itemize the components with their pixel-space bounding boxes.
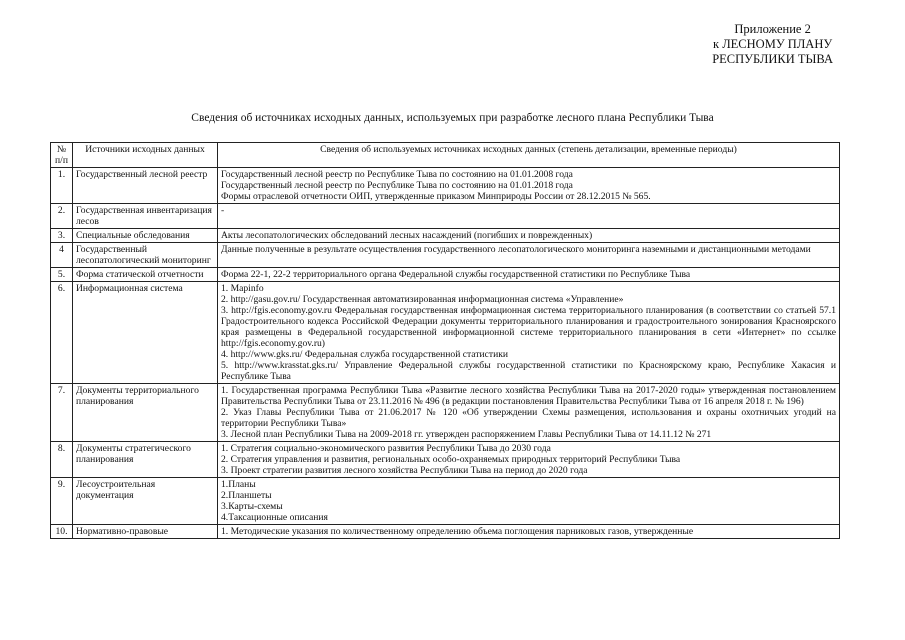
info-line: 3. Лесной план Республики Тыва на 2009-2018 гг. утвержден распоряжением Главы Республики Тыва от 14.11.12 № 271 [221,429,712,440]
row-source: Специальные обследования [73,229,218,243]
info-line: Государственный лесной реестр по Республике Тыва по состоянию на 01.01.2008 года [221,169,573,180]
row-number: 9. [51,478,73,525]
table-body [51,168,840,539]
info-line: 3.Карты-схемы [221,501,283,512]
appendix-header [712,22,833,67]
appendix-line-3: РЕСПУБЛИКИ ТЫВА [712,52,833,66]
row-source: Государственный лесопатологический мониторинг [73,243,218,268]
info-line: Формы отраслевой отчетности ОИП, утвержденные приказом Минприроды России от 28.12.2015 № 565. [221,191,651,202]
header-number: № п/п [51,143,73,168]
row-number: 4 [51,243,73,268]
row-number: 5. [51,268,73,282]
info-line: 5. http://www.krasstat.gks.ru/ Управление Федеральной службы государственной статистики по Красноярскому краю, Республике Хакасия и Республике Тыва [221,360,836,382]
info-line: 4. http://www.gks.ru/ Федеральная служба государственной статистики [221,349,509,360]
table-row [51,282,840,384]
table-row [51,384,840,442]
table-row [51,525,840,539]
table-row [51,268,840,282]
row-info [218,229,840,243]
info-line: 3. Проект стратегии развития лесного хозяйства Республики Тыва на период до 2020 года [221,465,588,476]
info-line: 1. Mapinfo [221,283,264,294]
info-line: Акты лесопатологических обследований лесных насаждений (погибших и поврежденных) [221,230,593,241]
row-source: Государственный лесной реестр [73,168,218,204]
row-info [218,243,840,268]
info-line: 1. Методические указания по количественному определению объема поглощения парниковых газов, утвержденные [221,526,694,537]
info-line: - [221,205,225,216]
info-line: 2. Стратегия управления и развития, региональных особо-охраняемых природных территорий Республики Тыва [221,454,681,465]
row-source: Государственная инвентаризация лесов [73,204,218,229]
row-number: 1. [51,168,73,204]
info-line: 3. http://fgis.economy.gov.ru Федеральная государственная информационная система территориального планирования (в соответствии со статьей 57.1 Градостроительного кодекса Российской Федерации документы территориального планирования и градостроительного зонирования Красноярского края размещены в Федеральной государственной информационной системе территориального планирования в сети «Интернет» по ссылке http://fgis.economy.gov.ru) [221,305,836,349]
row-info [218,525,840,539]
row-info [218,442,840,478]
row-source: Лесоустроительная документация [73,478,218,525]
row-number: 10. [51,525,73,539]
row-info [218,384,840,442]
table-row [51,478,840,525]
info-line: Данные полученные в результате осуществления государственного лесопатологического мониторинга наземными и дистанционными методами [221,244,811,255]
header-info: Сведения об используемых источниках исходных данных (степень детализации, временные периоды) [218,143,840,168]
row-info [218,268,840,282]
table-row [51,442,840,478]
row-info [218,204,840,229]
row-info [218,282,840,384]
sources-table [50,142,840,539]
info-line: 1.Планы [221,479,256,490]
info-line: 1. Государственная программа Республики Тыва «Развитие лесного хозяйства Республики Тыва на 2017-2020 годы» утвержденная постановлением Правительства Республики Тыва от 23.11.2016 № 496 (в редакции постановления Правительства Республики Тыва от 16 апреля 2018 г. № 196) [221,385,836,407]
row-number: 2. [51,204,73,229]
row-source: Нормативно-правовые [73,525,218,539]
document-title: Сведения об источниках исходных данных, используемых при разработке лесного плана Республики Тыва [191,112,714,124]
row-source: Документы территориального планирования [73,384,218,442]
table-row [51,243,840,268]
table-row [51,204,840,229]
table-row [51,229,840,243]
row-number: 6. [51,282,73,384]
row-source: Информационная система [73,282,218,384]
info-line: 1. Стратегия социально-экономического развития Республики Тыва до 2030 года [221,443,551,454]
info-line: Форма 22-1, 22-2 территориального органа Федеральной службы государственной статистики по Республике Тыва [221,269,691,280]
table-row [51,168,840,204]
appendix-line-2: к ЛЕСНОМУ ПЛАНУ [713,37,833,51]
row-number: 3. [51,229,73,243]
header-source: Источники исходных данных [73,143,218,168]
info-line: 2.Планшеты [221,490,272,501]
row-number: 8. [51,442,73,478]
row-info [218,478,840,525]
row-source: Документы стратегического планирования [73,442,218,478]
info-line: 4.Таксационные описания [221,512,328,523]
row-source: Форма статической отчетности [73,268,218,282]
info-line: 2. Указ Главы Республики Тыва от 21.06.2017 № 120 «Об утверждении Схемы размещения, использования и охраны охотничьих угодий на территории Республики Тыва» [221,407,836,429]
row-info [218,168,840,204]
info-line: Государственный лесной реестр по Республике Тыва по состоянию на 01.01.2018 года [221,180,573,191]
appendix-line-1: Приложение 2 [734,22,811,36]
info-line: 2. http://gasu.gov.ru/ Государственная автоматизированная информационная система «Управление» [221,294,624,305]
table-header-row [51,143,840,168]
row-number: 7. [51,384,73,442]
